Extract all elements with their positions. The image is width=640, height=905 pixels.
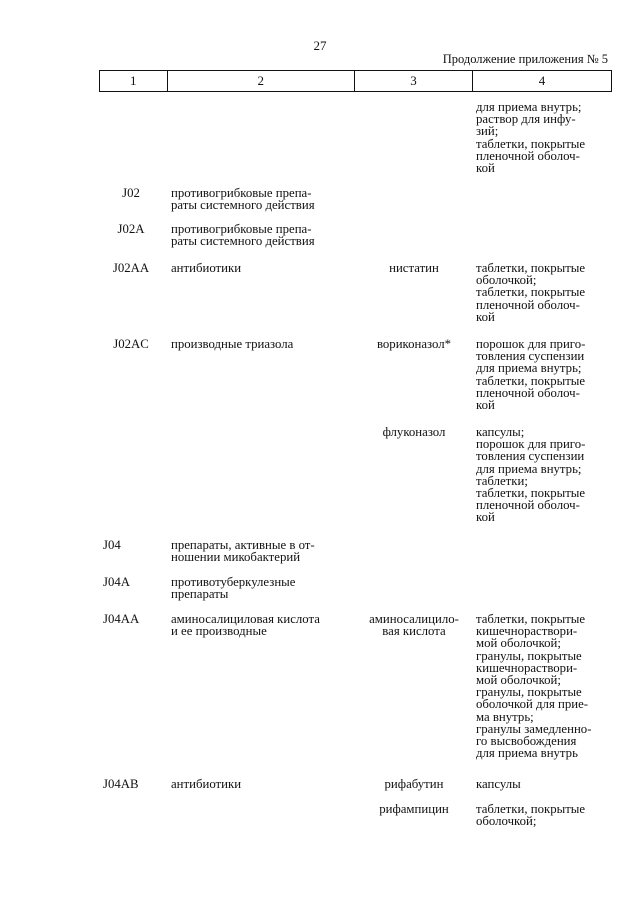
atc-code: J04A <box>103 575 131 589</box>
atc-group-description <box>171 262 353 274</box>
dosage-forms-line: кой <box>476 398 495 413</box>
atc-group-description-line: аминосалициловая кислота <box>171 612 320 626</box>
dosage-forms-line: гранулы, покрытые <box>476 648 582 663</box>
dosage-forms-line: товления суспензии <box>476 349 585 364</box>
atc-code: J02AC <box>113 337 149 351</box>
dosage-forms-line: оболочкой; <box>476 814 537 829</box>
dosage-forms-line: кой <box>476 161 495 176</box>
drug-name-line: нистатин <box>389 261 439 275</box>
drug-name <box>355 778 473 790</box>
header-col-3: 3 <box>355 71 473 92</box>
dosage-forms-line: таблетки, покрытые <box>476 486 586 501</box>
atc-code: J02A <box>117 222 145 236</box>
dosage-forms-line: оболочкой; <box>476 273 537 288</box>
atc-group-description <box>171 187 353 211</box>
dosage-forms-line: таблетки, покрытые <box>476 373 586 388</box>
atc-code: J04 <box>103 538 121 552</box>
dosage-forms <box>476 613 612 759</box>
atc-group-description-line: противогрибковые препа- <box>171 186 312 200</box>
dosage-forms-line: таблетки, покрытые <box>476 285 586 300</box>
dosage-forms-line: мой оболочкой; <box>476 636 561 651</box>
atc-group-description-line: противотуберкулезные <box>171 575 296 589</box>
dosage-forms-line: кишечнораствори- <box>476 660 578 675</box>
drug-name-line: рифампицин <box>379 802 449 816</box>
atc-group-description <box>171 613 353 637</box>
drug-name <box>355 262 473 274</box>
atc-group-description <box>171 778 353 790</box>
dosage-forms-line: гранулы, покрытые <box>476 685 582 700</box>
drug-name-line: рифабутин <box>384 777 444 791</box>
dosage-forms <box>476 778 612 790</box>
dosage-forms-line: пленочной оболоч- <box>476 297 580 312</box>
atc-code: J02 <box>122 186 140 200</box>
atc-group-description <box>171 576 353 600</box>
drug-name-line: вая кислота <box>382 624 446 639</box>
dosage-forms <box>476 338 612 411</box>
drug-name-line: флуконазол <box>382 425 446 439</box>
dosage-forms <box>476 426 612 524</box>
atc-group-description-line: противогрибковые препа- <box>171 222 312 236</box>
dosage-forms-line: таблетки, покрытые <box>476 802 586 816</box>
atc-group-description-line: антибиотики <box>171 261 242 275</box>
dosage-forms-line: мой оболочкой; <box>476 673 561 688</box>
header-col-1: 1 <box>100 71 168 92</box>
dosage-forms-line: порошок для приго- <box>476 337 586 351</box>
dosage-forms <box>476 803 612 827</box>
drug-name <box>355 426 473 438</box>
atc-group-description-line: и ее производные <box>171 624 267 639</box>
dosage-forms-line: для приема внутрь; <box>476 100 582 114</box>
page-number: 27 <box>313 38 327 53</box>
dosage-forms-line: капсулы; <box>476 425 525 439</box>
dosage-forms-line: для приема внутрь <box>476 746 578 761</box>
atc-group-description-line: препараты, активные в от- <box>171 538 315 552</box>
atc-group-description-line: ношении микобактерий <box>171 550 301 565</box>
atc-group-description <box>171 223 353 247</box>
atc-group-description-line: антибиотики <box>171 777 242 791</box>
dosage-forms <box>476 101 612 174</box>
appendix-continuation-label: Продолжение приложения № 5 <box>442 52 608 66</box>
table-header <box>99 70 612 92</box>
dosage-forms-line: раствор для инфу- <box>476 112 576 127</box>
atc-group-description-line: производные триазола <box>171 337 294 351</box>
dosage-forms-line: пленочной оболоч- <box>476 148 580 163</box>
dosage-forms-line: гранулы замедленно- <box>476 721 592 736</box>
dosage-forms-line: таблетки; <box>476 473 528 488</box>
dosage-forms-line: кой <box>476 510 495 525</box>
dosage-forms-line: для приема внутрь; <box>476 461 582 476</box>
drug-name-line: вориконазол* <box>376 337 452 351</box>
dosage-forms-line: пленочной оболоч- <box>476 385 580 400</box>
atc-code: J02AA <box>112 261 150 275</box>
dosage-forms-line: для приема внутрь; <box>476 361 582 376</box>
dosage-forms-line: таблетки, покрытые <box>476 612 586 626</box>
dosage-forms-line: кишечнораствори- <box>476 624 578 639</box>
atc-group-description-line: препараты <box>171 587 229 602</box>
dosage-forms <box>476 262 612 323</box>
atc-group-description-line: раты системного действия <box>171 198 315 213</box>
drug-name-line: аминосалицило- <box>369 612 459 626</box>
dosage-forms-line: таблетки, покрытые <box>476 136 586 151</box>
dosage-forms-line: ма внутрь; <box>476 709 534 724</box>
dosage-forms-line: оболочкой для прие- <box>476 697 589 712</box>
drug-name <box>355 803 473 815</box>
atc-code: J04AA <box>103 612 140 626</box>
dosage-forms-line: пленочной оболоч- <box>476 498 580 513</box>
header-col-2: 2 <box>167 71 355 92</box>
atc-group-description <box>171 338 353 350</box>
dosage-forms-line: порошок для приго- <box>476 437 586 452</box>
atc-code: J04AB <box>103 777 139 791</box>
dosage-forms-line: капсулы <box>476 777 521 791</box>
dosage-forms-line: кой <box>476 309 495 324</box>
dosage-forms-line: го высвобождения <box>476 734 577 749</box>
drug-name <box>355 338 473 350</box>
dosage-forms-line: таблетки, покрытые <box>476 261 586 275</box>
header-col-4: 4 <box>473 71 612 92</box>
dosage-forms-line: зий; <box>476 124 499 139</box>
atc-group-description-line: раты системного действия <box>171 234 315 249</box>
drug-name <box>355 613 473 637</box>
atc-group-description <box>171 539 353 563</box>
dosage-forms-line: товления суспензии <box>476 449 585 464</box>
